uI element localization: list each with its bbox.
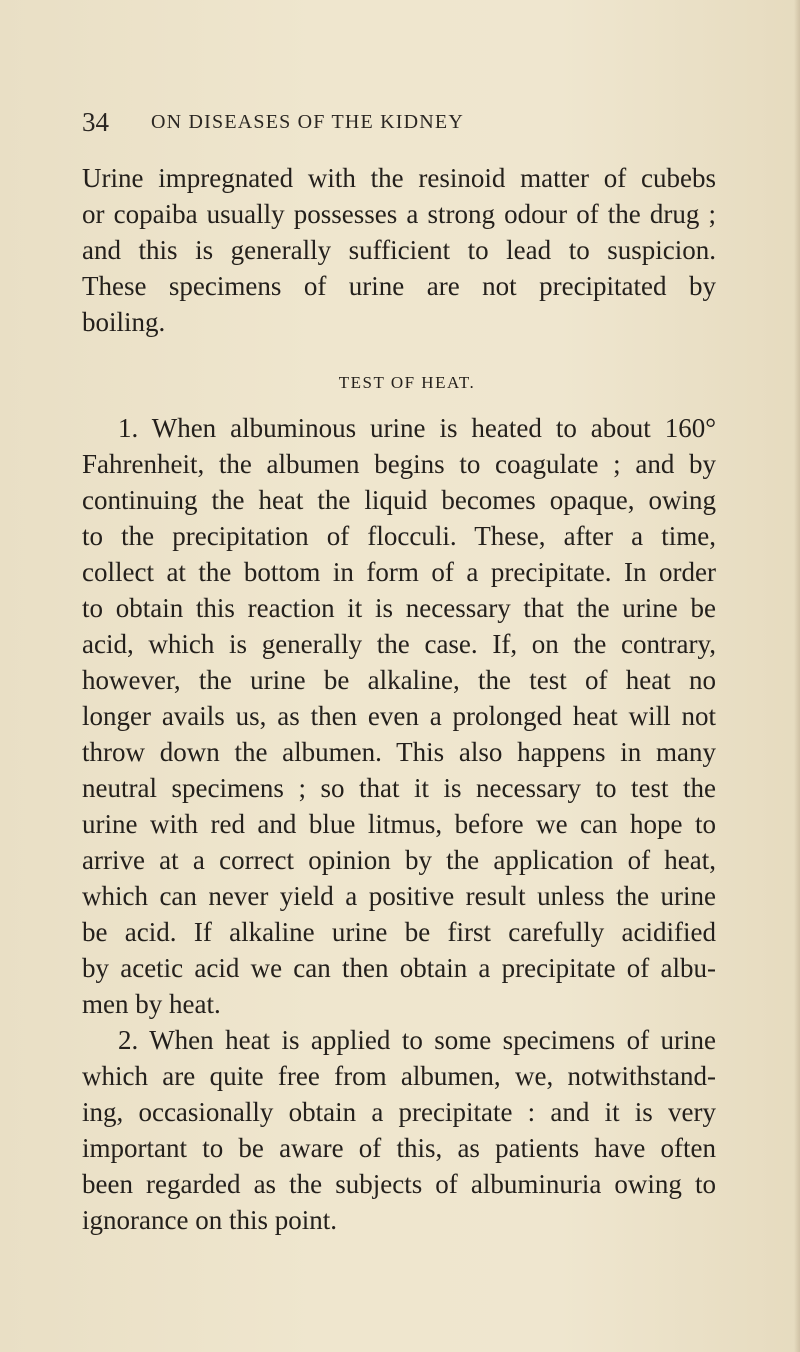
text-line: continuing the heat the liquid becomes opaque, owing: [82, 485, 716, 515]
text-line: or copaiba usually possesses a strong odour of the drug ;: [82, 199, 716, 229]
text-line: arrive at a correct opinion by the application of heat,: [82, 845, 716, 875]
text-line: These specimens of urine are not precipitated by: [82, 271, 716, 301]
text-line: collect at the bottom in form of a precipitate. In order: [82, 557, 716, 587]
running-title: ON DISEASES OF THE KIDNEY: [151, 111, 464, 133]
text-line: longer avails us, as then even a prolonged heat will not: [82, 701, 716, 731]
section-heading: TEST OF HEAT.: [338, 373, 476, 392]
text-line: been regarded as the subjects of albuminuria owing to: [82, 1169, 716, 1199]
paragraph-1: [82, 410, 716, 1022]
text-line: throw down the albumen. This also happens in many: [82, 737, 716, 767]
text-line: Fahrenheit, the albumen begins to coagulate ; and by: [82, 449, 716, 479]
text-line: ignorance on this point.: [82, 1205, 337, 1235]
text-line: to obtain this reaction it is necessary that the urine be: [82, 593, 716, 623]
page-edge-shadow: [794, 0, 800, 1352]
intro-paragraph: [82, 160, 716, 340]
text-line: to the precipitation of flocculi. These, after a time,: [82, 521, 716, 551]
text-line: and this is generally sufficient to lead to suspicion.: [82, 235, 716, 265]
paragraph-2: [82, 1022, 716, 1238]
text-line: be acid. If alkaline urine be first carefully acidified: [82, 917, 716, 947]
text-line: boiling.: [82, 307, 166, 337]
text-line: urine with red and blue litmus, before we can hope to: [82, 809, 716, 839]
text-line: which are quite free from albumen, we, notwithstand-: [82, 1061, 716, 1091]
body-text: [82, 160, 716, 1238]
text-line: acid, which is generally the case. If, on the contrary,: [82, 629, 716, 659]
text-line: neutral specimens ; so that it is necessary to test the: [82, 773, 716, 803]
text-line: 2. When heat is applied to some specimens of urine: [118, 1025, 716, 1055]
text-line: Urine impregnated with the resinoid matter of cubebs: [82, 163, 716, 193]
text-line: 1. When albuminous urine is heated to about 160°: [118, 413, 716, 443]
page-number: 34: [82, 107, 109, 137]
running-head: [82, 102, 722, 142]
text-line: which can never yield a positive result unless the urine: [82, 881, 716, 911]
text-line: however, the urine be alkaline, the test of heat no: [82, 665, 716, 695]
text-line: by acetic acid we can then obtain a precipitate of albu-: [82, 953, 716, 983]
text-line: men by heat.: [82, 989, 221, 1019]
text-line: important to be aware of this, as patients have often: [82, 1133, 716, 1163]
text-line: ing, occasionally obtain a precipitate : and it is very: [82, 1097, 716, 1127]
